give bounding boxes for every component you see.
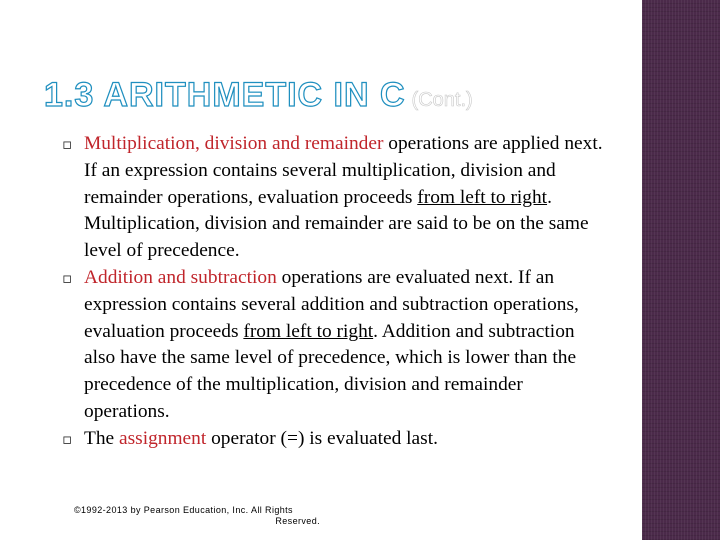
- bullet-2-emphasis: Addition and subtraction: [84, 266, 277, 288]
- copyright-line-1: ©1992-2013 by Pearson Education, Inc. All Rights: [74, 505, 293, 515]
- title-text: 1.3 ARITHMETIC IN C: [44, 76, 406, 114]
- bullet-marker-icon: ▫: [62, 268, 73, 287]
- bullet-marker-icon: ▫: [62, 429, 73, 448]
- bullet-2-text-b: . Addition and subtraction also have the same level of precedence, which is lower than the precedence of the multiplication, division and remainder operations.: [84, 320, 577, 422]
- bullet-item-multiplication: [62, 131, 610, 265]
- bullet-3-text-a: The: [84, 427, 119, 449]
- bullet-item-addition: [62, 265, 610, 426]
- bullet-1-text-a: operations are applied next. If an expression contains several multiplication, division and remainder operations, evaluation proceeds: [84, 133, 603, 208]
- slide-title: [44, 76, 473, 115]
- copyright-notice: [74, 505, 320, 527]
- bullet-marker-icon: ▫: [62, 135, 73, 153]
- title-suffix: (Cont.): [411, 89, 473, 111]
- bullet-2-text-a: operations are evaluated next. If an expression contains several addition and subtraction operations, evaluation proceeds: [84, 266, 579, 342]
- bullet-item-assignment: [62, 426, 610, 453]
- bullet-1-underline: from left to right: [417, 186, 548, 208]
- bullet-list: [62, 131, 610, 453]
- bullet-1-text-b: . Multiplication, division and remainder are said to be on the same level of precedence.: [84, 186, 589, 262]
- bullet-3-emphasis: assignment: [119, 427, 207, 449]
- bullet-1-emphasis: Multiplication, division and remainder: [84, 133, 384, 154]
- copyright-line-2: Reserved.: [275, 516, 320, 526]
- bullet-3-text-b: operator (=) is evaluated last.: [206, 427, 438, 449]
- decorative-side-panel: [642, 0, 720, 540]
- bullet-2-underline: from left to right: [243, 320, 374, 342]
